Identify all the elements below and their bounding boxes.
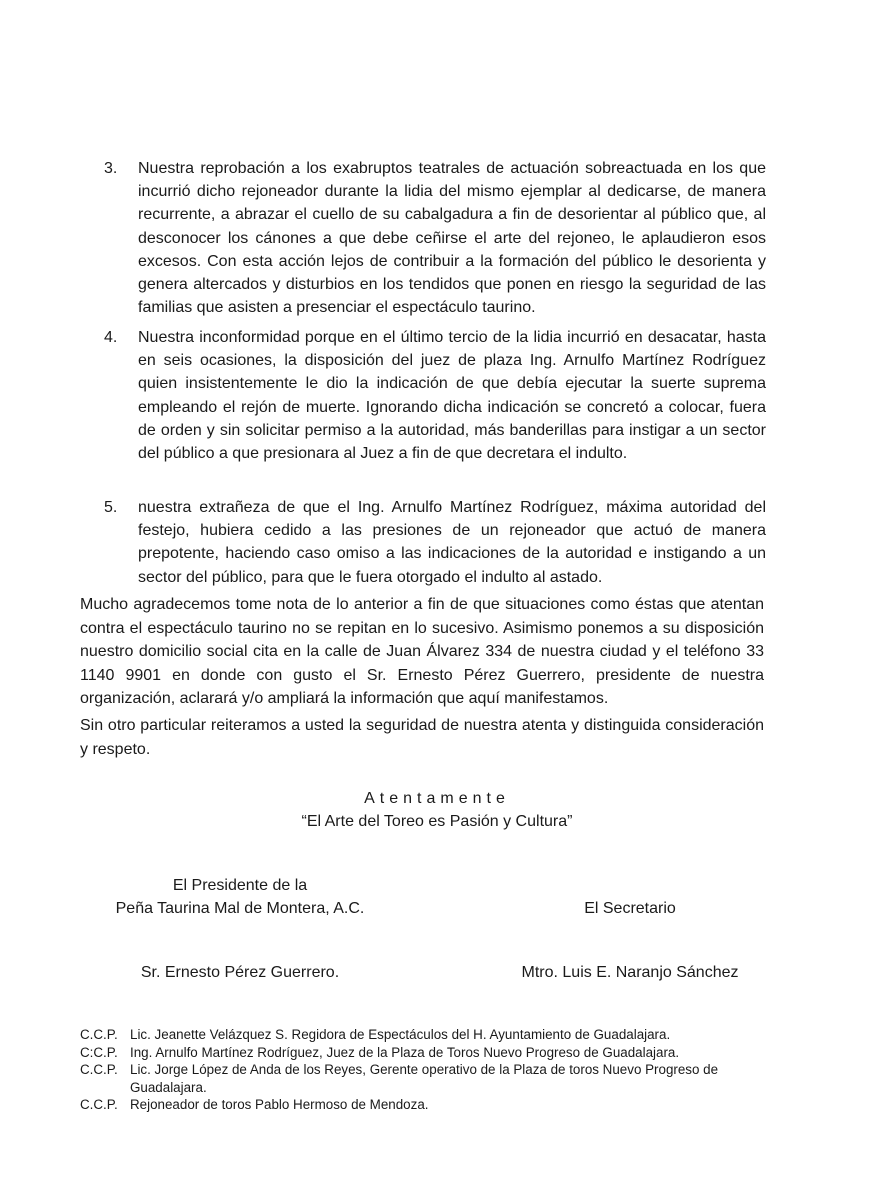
president-title-line1: El Presidente de la (172, 877, 308, 894)
ccp-label: C.C.P. (80, 1027, 118, 1042)
list-item-number: 5. (104, 499, 118, 516)
president-title-line2: Peña Taurina Mal de Montera, A.C. (115, 900, 365, 917)
list-item-text: Nuestra inconformidad porque en el último tercio de la lidia incurrió en desacatar, hasta en seis ocasiones, la disposición del juez de plaza Ing. Arnulfo Martínez Rodríguez quien insistentemente le dio la indicación de que debía ejecutar la suerte suprema empleando el rejón de muerte. Ignorando dicha indicación se concretó a colocar, fuera de orden y sin solicitar permiso a la autoridad, más banderillas para instigar a un sector del público a que presionara al Juez a fin de que decretara el indulto. (138, 329, 766, 463)
ccp-text: Rejoneador de toros Pablo Hermoso de Mendoza. (130, 1097, 429, 1112)
farewell-paragraph: Sin otro particular reiteramos a usted la seguridad de nuestra atenta y distinguida consideración y respeto. (80, 717, 764, 758)
list-item-text: Nuestra reprobación a los exabruptos teatrales de actuación sobreactuada en los que incurrió dicho rejoneador durante la lidia del mismo ejemplar al dedicarse, de manera recurrente, a abrazar el cuello de su cabalgadura a fin de desorientar al público que, al desconocer los cánones a que debe ceñirse el arte del rejoneo, le aplaudieron esos excesos. Con esta acción lejos de contribuir a la formación del público le desorienta y genera altercados y disturbios en los tendidos que ponen en riesgo la seguridad de las familias que asisten a presenciar el espectáculo taurino. (138, 160, 766, 317)
ccp-entry (80, 1096, 780, 1114)
list-item-number: 4. (104, 329, 118, 346)
ccp-text: Lic. Jorge López de Anda de los Reyes, Gerente operativo de la Plaza de toros Nuevo Progreso de Guadalajara. (130, 1062, 719, 1095)
secretary-title: El Secretario (584, 900, 676, 917)
ccp-label: C.C.P. (80, 1062, 118, 1077)
ccp-text: Lic. Jeanette Velázquez S. Regidora de Espectáculos del H. Ayuntamiento de Guadalajara. (130, 1027, 671, 1042)
ccp-label: C.C.P. (80, 1097, 118, 1112)
motto: “El Arte del Toreo es Pasión y Cultura” (301, 813, 573, 830)
ccp-text: Ing. Arnulfo Martínez Rodríguez, Juez de la Plaza de Toros Nuevo Progreso de Guadalajara. (130, 1044, 680, 1060)
list-item-number: 3. (104, 160, 118, 177)
president-name: Sr. Ernesto Pérez Guerrero. (140, 964, 340, 981)
secretary-name: Mtro. Luis E. Naranjo Sánchez (521, 964, 739, 981)
ccp-list (80, 1026, 780, 1114)
ccp-label: C:C.P. (80, 1044, 118, 1060)
salutation: Atentamente (364, 790, 510, 807)
ccp-entry (80, 1044, 780, 1062)
list-item-text: nuestra extrañeza de que el Ing. Arnulfo Martínez Rodríguez, máxima autoridad del festejo, hubiera cedido a las presiones de un rejoneador que actuó de manera prepotente, haciendo caso omiso a las indicaciones de la autoridad e instigando a un sector del público, para que le fuera otorgado el indulto al astado. (138, 499, 766, 586)
ccp-entry (80, 1026, 780, 1044)
closing-paragraph: Mucho agradecemos tome nota de lo anterior a fin de que situaciones como éstas que atentan contra el espectáculo taurino no se repitan en lo sucesivo. Asimismo ponemos a su disposición nuestro domicilio social cita en la calle de Juan Álvarez 334 de nuestra ciudad y el teléfono 33 1140 9901 en donde con gusto el Sr. Ernesto Pérez Guerrero, presidente de nuestra organización, aclarará y/o ampliará la información que aquí manifestamos. (80, 596, 764, 707)
ccp-entry (80, 1061, 780, 1096)
